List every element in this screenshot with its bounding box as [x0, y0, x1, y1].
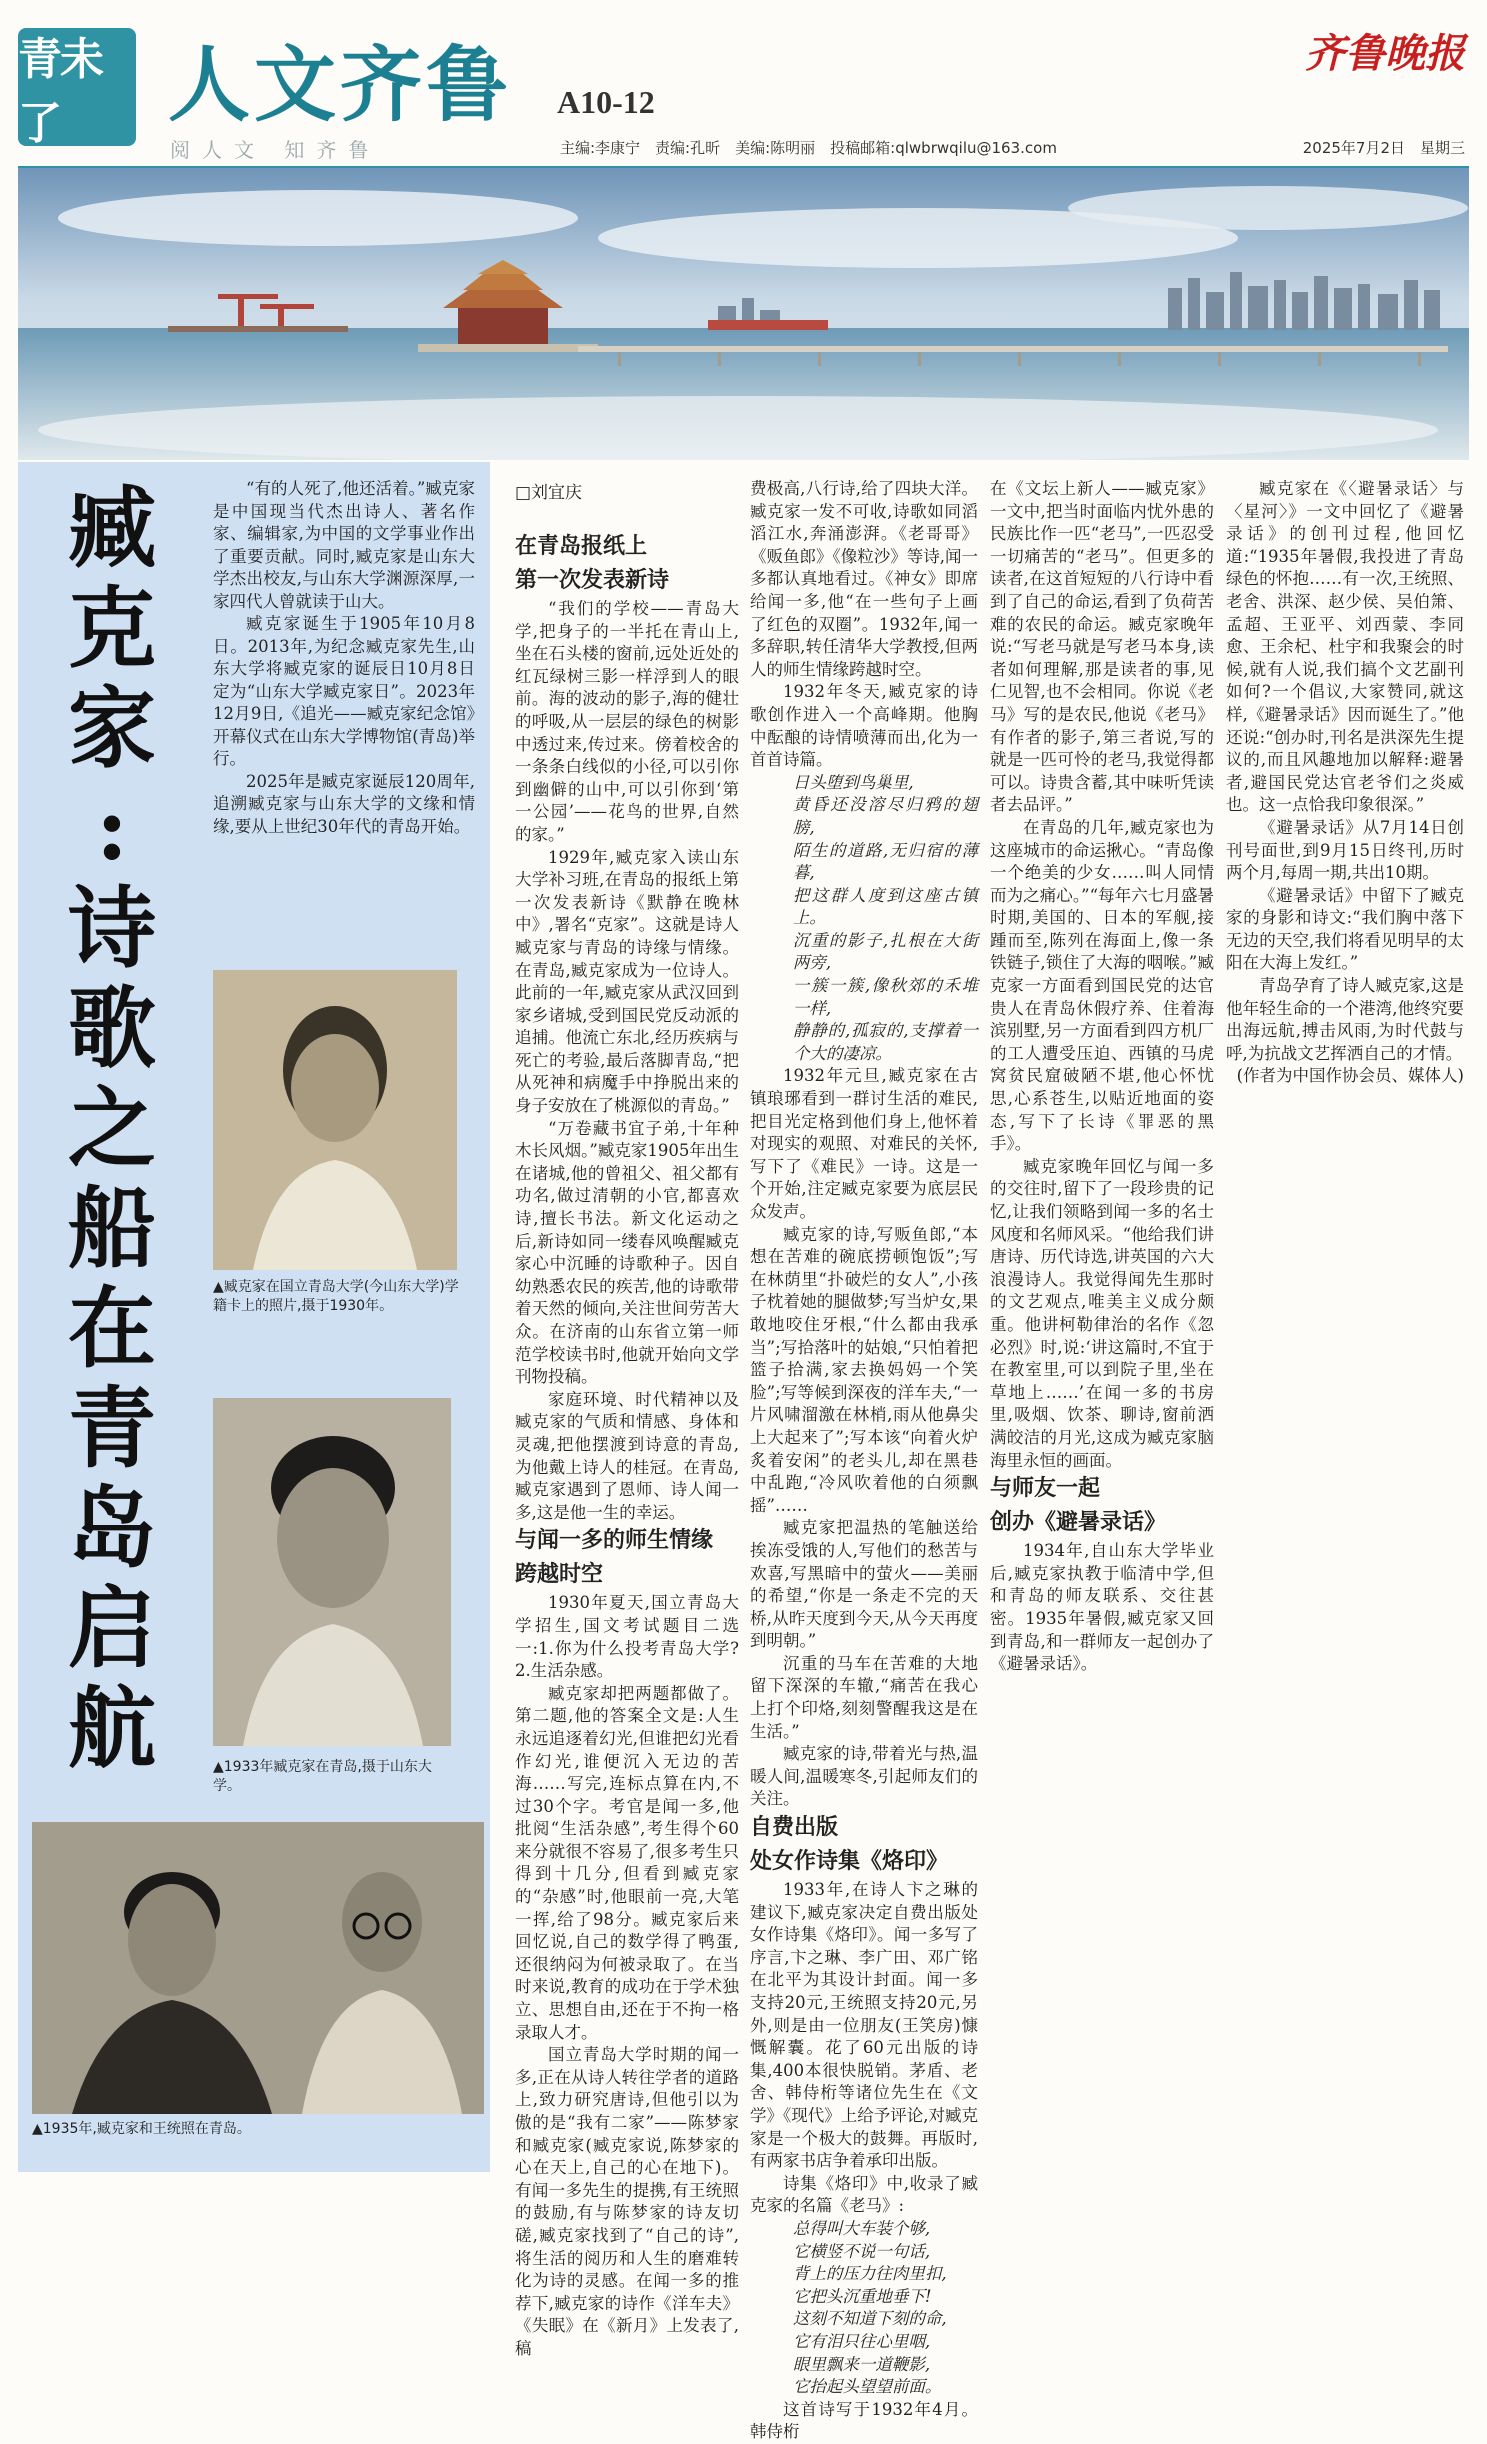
body-paragraph: 沉重的马车在苦难的大地留下深深的车辙,“痛苦在我心上打个印烙,刻刻警醒我这是在生活。”: [750, 1653, 978, 1741]
headline-char: 歌: [67, 976, 156, 1080]
headline-char: 臧: [67, 476, 156, 580]
body-paragraph: 1934年,自山东大学毕业后,臧克家执教于临清中学,但和青岛的师友联系、交往甚密。1935年暑假,臧克家又回到青岛,和一群师友一起创办了《避暑录话》。: [990, 1541, 1214, 1674]
headline-char: 克: [67, 576, 156, 680]
poem-line: 眼里飘来一道鞭影,: [792, 2354, 931, 2374]
photo-caption: ▲1935年,臧克家和王统照在青岛。: [32, 2121, 251, 2137]
photo-caption: ▲1933年臧克家在青岛,摄于山东大学。: [213, 1759, 432, 1794]
subheading: 自费出版: [750, 1815, 839, 1841]
page-range: A10-12: [557, 84, 655, 120]
headline-char: 青: [67, 1376, 156, 1480]
text-column-2: [750, 478, 978, 2444]
poem-line: 它有泪只往心里咽,: [792, 2331, 931, 2351]
section-title: 人文齐鲁: [168, 37, 513, 133]
body-paragraph: 这首诗写于1932年4月。韩侍桁: [750, 2399, 978, 2442]
headline-char: :: [95, 776, 129, 880]
subheading: 与师友一起: [990, 1476, 1101, 1502]
body-paragraph: 诗集《烙印》中,收录了臧克家的名篇《老马》:: [750, 2173, 978, 2216]
portrait-photo-1933: [213, 1398, 451, 1746]
article-intro: [213, 478, 475, 838]
body-paragraph: 青岛孕育了诗人臧克家,这是他年轻生命的一个港湾,他终究要出海远航,搏击风雨,为时代鼓与呼,为抗战文艺挥洒自己的才情。: [1226, 976, 1464, 1063]
text-column-3: [990, 478, 1214, 1676]
intro-paragraph: “有的人死了,他还活着。”臧克家是中国现当代杰出诗人、著名作家、编辑家,为中国的文学事业作出了重要贡献。同时,臧克家是山东大学杰出校友,与山东大学渊源深厚,一家四代人曾就读于山大。: [213, 479, 475, 611]
body-paragraph: 费极高,八行诗,给了四块大洋。臧克家一发不可收,诗歌如同滔滔江水,奔涌澎湃。《老哥哥》《贩鱼郎》《像粒沙》等诗,闻一多都认真地看过。《神女》即席给闻一多,他“在一些句子上画了红色的双圈”。1932年,闻一多辞职,转任清华大学教授,但两人的师生情缘跨越时空。: [750, 479, 978, 679]
body-paragraph: 在青岛的几年,臧克家也为这座城市的命运揪心。“青岛像一个绝美的少女……叫人同情而为之痛心。”“每年六七月盛暑时期,美国的、日本的军舰,接踵而至,陈列在海面上,像一条铁链子,锁住了大海的咽喉。”臧克家一方面看到国民党的达官贵人在青岛休假疗养、住着海滨别墅,另一方面看到四方机厂的工人遭受压迫、西镇的马虎窝贫民窟破陋不堪,他心怀忧思,心系苍生,以贴近地面的姿态,写下了长诗《罪恶的黑手》。: [990, 817, 1214, 1154]
author-byline: □刘宜庆: [515, 483, 583, 503]
body-paragraph: “万卷藏书宜子弟,十年种木长风烟。”臧克家1905年出生在诸城,他的曾祖父、祖父都有功名,做过清朝的小官,都喜欢诗,擅长书法。新文化运动之后,新诗如同一缕春风唤醒臧克家心中沉睡的诗歌种子。因自幼熟悉农民的疾苦,他的诗歌带着天然的倾向,关注世间劳苦大众。在济南的山东省立第一师范学校读书时,他就开始向文学刊物投稿。: [515, 1118, 739, 1387]
poem-line: 它抬起头望望前面。: [792, 2377, 942, 2397]
group-photo-1935: [32, 1822, 484, 2114]
headline-char: 家: [67, 676, 156, 780]
newspaper-brand: 齐鲁晚报: [1305, 30, 1465, 77]
headline-char: 航: [67, 1676, 156, 1780]
body-paragraph: 国立青岛大学时期的闻一多,正在从诗人转往学者的道路上,致力研究唐诗,但他引以为傲的是“我有二家”——陈梦家和臧克家(臧克家说,陈梦家的心在天上,自己的心在地下)。有闻一多先生的提携,有王统照的鼓励,有与陈梦家的诗友切磋,臧克家找到了“自己的诗”,将生活的阅历和人生的磨难转化为诗的灵感。在闻一多的推荐下,臧克家的诗作《洋车夫》《失眠》在《新月》上发表了,稿: [515, 2045, 739, 2358]
article-headline: [62, 478, 162, 1778]
intro-paragraph: 2025年是臧克家诞辰120周年,追溯臧克家与山东大学的文缘和情缘,要从上世纪30年代的青岛开始。: [213, 771, 475, 836]
body-paragraph: 1929年,臧克家入读山东大学补习班,在青岛的报纸上第一次发表新诗《默静在晚林中》,署名“克家”。这就是诗人臧克家与青岛的诗缘与情缘。在青岛,臧克家成为一位诗人。此前的一年,臧克家从武汉回到家乡诸城,受到国民党反动派的追捕。他流亡东北,经历疾病与死亡的考验,最后落脚青岛,“把从死神和病魔手中挣脱出来的身子安放在了桃源似的青岛。”: [515, 847, 739, 1116]
banner-image: [18, 168, 1469, 460]
body-paragraph: 家庭环境、时代精神以及臧克家的气质和情感、身体和灵魂,把他摆渡到诗意的青岛,为他戴上诗人的桂冠。在青岛,臧克家遇到了恩师、诗人闻一多,这是他一生的幸运。: [515, 1389, 739, 1522]
body-paragraph: 在《文坛上新人——臧克家》一文中,把当时面临内忧外患的民族比作一匹“老马”,一匹忍受一切痛苦的“老马”。但更多的读者,在这首短短的八行诗中看到了自己的命运,看到了负荷苦难的农民的命运。臧克家晚年说:“写老马就是写老马本身,读者如何理解,那是读者的事,见仁见智,也不会相同。你说《老马》写的是农民,他说《老马》有作者的影子,第三者说,写的就是一匹可怜的老马,我觉得都可以。诗贵含蓄,其中味听凭读者去品评。”: [990, 479, 1214, 815]
headline-char: 启: [67, 1576, 156, 1680]
text-column-4: [1226, 478, 1464, 1088]
subheading: 与闻一多的师生情缘: [515, 1528, 714, 1554]
subheading: 跨越时空: [515, 1562, 604, 1588]
poem-line: 它横竖不说一句话,: [792, 2241, 931, 2261]
subheading: 第一次发表新诗: [515, 568, 670, 593]
subheading: 在青岛报纸上: [515, 534, 648, 559]
body-paragraph: 臧克家的诗,带着光与热,温暖人间,温暖寒冬,引起师友们的关注。: [750, 1744, 978, 1809]
text-column-1: [515, 530, 739, 2361]
headline-char: 之: [67, 1076, 156, 1180]
headline-char: 在: [67, 1276, 156, 1380]
body-paragraph: 1930年夏天,国立青岛大学招生,国文考试题目二选一:1.你为什么投考青岛大学?2.生活杂感。: [515, 1593, 739, 1681]
poem-line: 日头堕到鸟巢里,: [792, 772, 914, 792]
headline-char: 船: [67, 1176, 156, 1280]
poem-line: 背上的压力往肉里扣,: [792, 2264, 947, 2284]
body-paragraph: “我们的学校——青岛大学,把身子的一半托在青山上,坐在石头楼的窗前,远处近处的红瓦绿树三影一样浮到人的眼前。海的波动的影子,海的健壮的呼吸,从一层层的绿色的树影中透过来,传过来。傍着校舍的一条条白线似的小径,可以引你到幽僻的山中,可以引你到‘第一公园’——花鸟的世界,自然的家。”: [515, 599, 739, 844]
body-paragraph: 臧克家在《〈避暑录话〉与〈星河〉》一文中回忆了《避暑录话》的创刊过程,他回忆道:“1935年暑假,我投进了青岛绿色的怀抱……有一次,王统照、老舍、洪深、赵少侯、吴伯箫、孟超、王亚平、刘西蒙、李同愈、王余杞、杜宇和我聚会的时候,就有人说,我们搞个文艺副刊如何?一个倡议,大家赞同,就这样,《避暑录话》因而诞生了。”他还说:“创办时,刊名是洪深先生提议的,而且风趣地加以解释:避暑者,避国民党达官老爷们之炎威也。这一点恰我印象很深。”: [1226, 479, 1464, 815]
body-paragraph: 1933年,在诗人卞之琳的建议下,臧克家决定自费出版处女作诗集《烙印》。闻一多写了序言,卞之琳、李广田、邓广铭在北平为其设计封面。闻一多支持20元,王统照支持20元,另外,则是由一位朋友(王笑房)慷慨解囊。花了60元出版的诗集,400本很快脱销。茅盾、老舍、韩侍桁等诸位先生在《文学》《现代》上给予评论,对臧克家是一个极大的鼓舞。再版时,有两家书店争着承印出版。: [750, 1880, 978, 2171]
poem-line: 一簇一簇,像秋郊的禾堆一样,: [792, 976, 978, 1018]
body-paragraph: 臧克家把温热的笔触送给挨冻受饿的人,写他们的愁苦与欢喜,写黑暗中的萤火——美丽的希望,“你是一条走不完的天桥,从昨天度到今天,从今天再度到明朝。”: [750, 1518, 978, 1651]
poem-line: 静静的,孤寂的,支撑着一个大的凄凉。: [792, 1021, 978, 1063]
poem-line: 把这群人度到这座古镇上。: [792, 885, 978, 928]
body-paragraph: 《避暑录话》从7月14日创刊号面世,到9月15日终刊,历时两个月,每周一期,共出10期。: [1226, 817, 1464, 883]
body-paragraph: 臧克家晚年回忆与闻一多的交往时,留下了一段珍贵的记忆,让我们领略到闻一多的名士风度和名师风采。“他给我们讲唐诗、历代诗选,讲英国的六大浪漫诗人。我觉得闻先生那时的文艺观点,唯美主义成分颇重。他讲柯勒律治的名作《忽必烈》时,说:‘讲这篇时,不宜于在教室里,可以到院子里,坐在草地上……’在闻一多的书房里,吸烟、饮茶、聊诗,窗前洒满皎洁的月光,这成为臧克家脑海里永恒的画面。: [990, 1156, 1214, 1470]
poem-line: 陌生的道路,无归宿的薄暮,: [792, 840, 978, 883]
subheading: 处女作诗集《烙印》: [750, 1849, 949, 1875]
intro-paragraph: 臧克家诞生于1905年10月8日。2013年,为纪念臧克家先生,山东大学将臧克家的诞辰日10月8日定为“山东大学臧克家日”。2023年12月9日,《追光——臧克家纪念馆》开幕仪式在山东大学博物馆(青岛)举行。: [213, 614, 475, 768]
masthead-logo: 青未了: [18, 28, 136, 146]
issue-date: 2025年7月2日 星期三: [1302, 139, 1465, 157]
body-paragraph: 《避暑录话》中留下了臧克家的身影和诗文:“我们胸中落下无边的天空,我们将看见明早的太阳在大海上发红。”: [1226, 885, 1464, 973]
poem-line: 黄昏还没溶尽归鸦的翅膀,: [792, 795, 978, 837]
editor-credits: 主编:李康宁 责编:孔昕 美编:陈明丽 投稿邮箱:qlwbrwqilu@163.com: [560, 139, 1057, 157]
poem-line: 总得叫大车装个够,: [792, 2218, 931, 2238]
poem-line: 它把头沉重地垂下!: [792, 2286, 932, 2306]
body-paragraph: 1932年元旦,臧克家在古镇琅琊看到一群讨生活的难民,把目光定格到他们身上,他怀着对现实的观照、对难民的关怀,写下了《难民》一诗。这是一个开始,注定臧克家要为底层民众发声。: [750, 1066, 978, 1221]
body-paragraph: 臧克家的诗,写贩鱼郎,“本想在苦难的碗底捞顿饱饭”;写在林荫里“扑破烂的女人”,小孩子枕着她的腿做梦;写当炉女,果敢地咬住牙根,“什么都由我承当”;写拾落叶的姑娘,“只怕着把篮子拾满,家去换妈妈一个笑脸”;写等候到深夜的洋车夫,“一片风啸溜激在林梢,雨从他鼻尖上大起来了”;写本该“向着火炉炙着安闲”的老头儿,却在黑巷中乱跑,“冷风吹着他的白须飘摇”……: [750, 1224, 978, 1515]
body-paragraph: 臧克家却把两题都做了。第二题,他的答案全文是:人生永远追逐着幻光,但谁把幻光看作幻光,谁便沉入无边的苦海……写完,连标点算在内,不过30个字。考官是闻一多,他批阅“生活杂感”,考生得个60来分就很不容易了,很多考生只得到十几分,但看到臧克家的“杂感”时,他眼前一亮,大笔一挥,给了98分。臧克家后来回忆说,自己的数学得了鸭蛋,还很纳闷为何被录取了。在当时来说,教育的成功在于学术独立、思想自由,还在于不拘一格录取人才。: [515, 1683, 739, 2042]
subheading: 创办《避暑录话》: [990, 1510, 1167, 1536]
author-note: (作者为中国作协会员、媒体人): [1236, 1066, 1464, 1086]
headline-char: 岛: [67, 1476, 156, 1580]
section-slogan: 阅人文 知齐鲁: [170, 138, 381, 162]
headline-char: 诗: [67, 876, 156, 980]
photo-caption: ▲臧克家在国立青岛大学(今山东大学)学籍卡上的照片,摄于1930年。: [213, 1279, 459, 1314]
body-paragraph: 1932年冬天,臧克家的诗歌创作进入一个高峰期。他胸中酝酿的诗情喷薄而出,化为一首首诗篇。: [750, 682, 978, 770]
portrait-photo-1930: [213, 970, 457, 1270]
poem-line: 沉重的影子,扎根在大街两旁,: [792, 930, 978, 973]
poem-line: 这刻不知道下刻的命,: [792, 2309, 947, 2329]
